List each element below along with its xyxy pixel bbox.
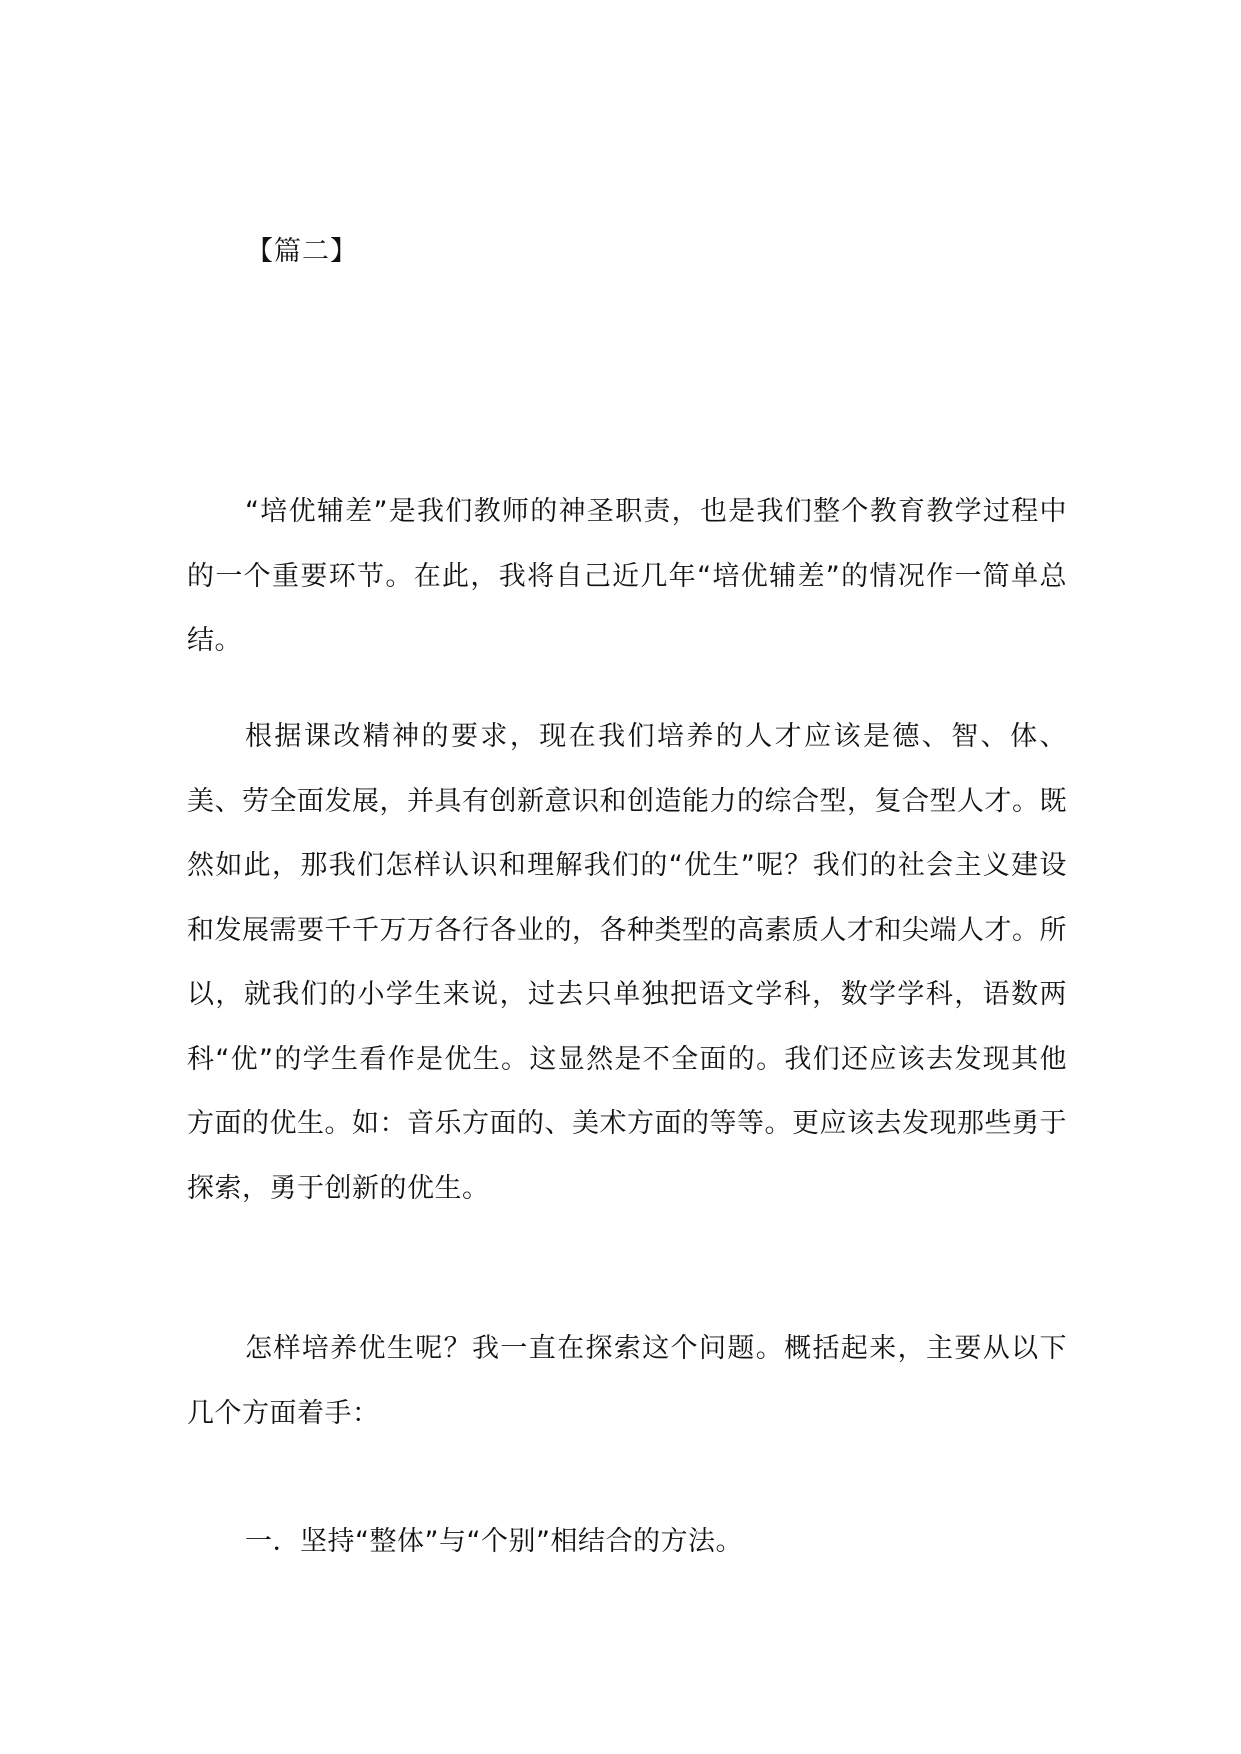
paragraph-method-one: 一．坚持“整体”与“个别”相结合的方法。 [245,1526,743,1557]
paragraph-intro: “培优辅差”是我们教师的神圣职责，也是我们整个教育教学过程中的一个重要环节。在此，我将自己近几年“培优辅差”的情况作一简单总结。 [187,496,1067,656]
section-heading: 【篇二】 [246,236,358,267]
paragraph-talent-requirements: 根据课改精神的要求，现在我们培养的人才应该是德、智、体、美、劳全面发展，并具有创新意识和创造能力的综合型，复合型人才。既然如此，那我们怎样认识和理解我们的“优生”呢？我们的社会主义建设和发展需要千千万万各行各业的，各种类型的高素质人才和尖端人才。所以，就我们的小学生来说，过去只单独把语文学科，数学学科，语数两科“优”的学生看作是优生。这显然是不全面的。我们还应该去发现其他方面的优生。如：音乐方面的、美术方面的等等。更应该去发现那些勇于探索，勇于创新的优生。 [187,721,1067,1204]
paragraph-how-to-cultivate: 怎样培养优生呢？我一直在探索这个问题。概括起来，主要从以下几个方面着手： [187,1333,1067,1429]
